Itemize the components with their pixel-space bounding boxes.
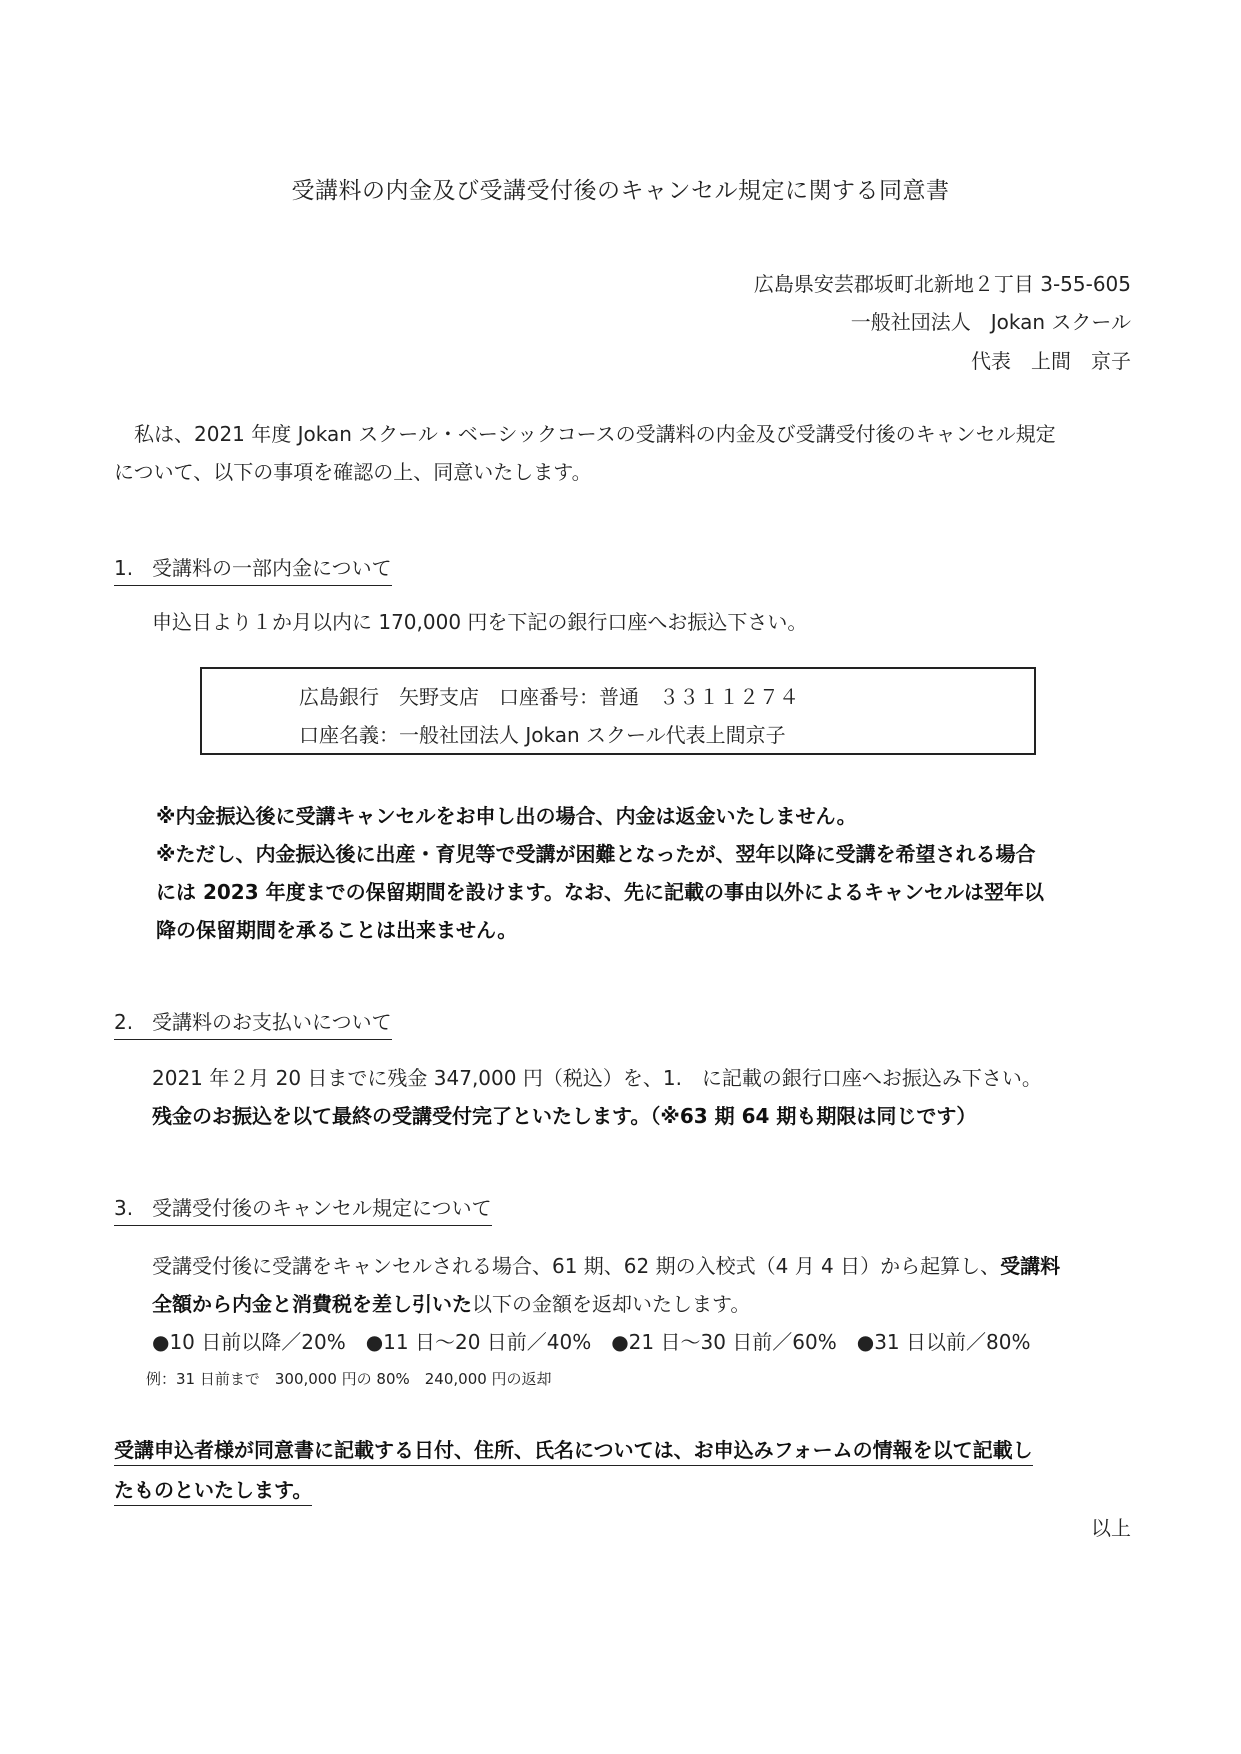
closing-line-1-text: 受講申込者様が同意書に記載する日付、住所、氏名については、お申込みフォームの情報を以て記載し [114, 1438, 1033, 1466]
section-3-title: 受講受付後のキャンセル規定について [152, 1196, 492, 1220]
section-3-number: 3. [114, 1196, 134, 1220]
closing-end-mark: 以上 [1091, 1516, 1131, 1540]
section-3-line-1-normal: 受講受付後に受講をキャンセルされる場合、61 期、62 期の入校式（4 月 4 日）から起算し、 [152, 1254, 1001, 1278]
section-3-line-1 [152, 1250, 1060, 1279]
closing-line-2-text: たものといたします。 [114, 1478, 312, 1506]
intro-line-2: について、以下の事項を確認の上、同意いたします。 [114, 460, 592, 484]
section-2-number: 2. [114, 1010, 134, 1034]
section-1-number: 1. [114, 556, 134, 580]
section-2-text: 2021 年２月 20 日までに残金 347,000 円（税込）を、1. に記載の銀行口座へお振込み下さい。 [152, 1066, 1042, 1090]
section-3-refund-rates: ●10 日前以降／20% ●11 日～20 日前／40% ●21 日～30 日前／60% ●31 日以前／80% [152, 1330, 1031, 1354]
section-3-line-2-bold: 全額から内金と消費税を差し引いた [152, 1292, 472, 1316]
bank-line-2: 口座名義：一般社団法人 Jokan スクール代表上間京子 [299, 723, 786, 747]
section-1-note-1: ※内金振込後に受講キャンセルをお申し出の場合、内金は返金いたしません。 [156, 804, 857, 828]
section-3-line-2-normal: 以下の金額を返却いたします。 [472, 1292, 751, 1316]
section-3-line-2 [152, 1288, 750, 1317]
closing-line-1 [114, 1434, 1033, 1463]
section-2-title: 受講料のお支払いについて [152, 1010, 392, 1034]
section-1-title: 受講料の一部内金について [152, 556, 392, 580]
issuer-organization: 一般社団法人 Jokan スクール [850, 310, 1131, 334]
bank-account-box [200, 667, 1036, 755]
section-1-text: 申込日より１か月以内に 170,000 円を下記の銀行口座へお振込下さい。 [152, 610, 808, 634]
issuer-address: 広島県安芸郡坂町北新地２丁目 3-55-605 [753, 272, 1131, 296]
section-2-heading [114, 1006, 392, 1040]
intro-line-1: 私は、2021 年度 Jokan スクール・ベーシックコースの受講料の内金及び受講受付後のキャンセル規定 [114, 422, 1056, 446]
document-title: 受講料の内金及び受講受付後のキャンセル規定に関する同意書 [291, 178, 950, 204]
section-1-heading [114, 552, 392, 586]
section-1-note-4: 降の保留期間を承ることは出来ません。 [156, 918, 518, 942]
section-3-line-1-bold: 受講料 [1000, 1254, 1061, 1278]
bank-line-1: 広島銀行 矢野支店 口座番号：普通 ３３１１２７４ [299, 685, 799, 709]
section-2-note: 残金のお振込を以て最終の受講受付完了といたします。（※63 期 64 期も期限は同じです） [152, 1104, 977, 1128]
section-1-note-3: には 2023 年度までの保留期間を設けます。なお、先に記載の事由以外によるキャンセルは翌年以 [156, 880, 1044, 904]
section-3-example: 例：31 日前まで 300,000 円の 80% 240,000 円の返却 [146, 1370, 552, 1388]
section-3-heading [114, 1192, 492, 1226]
issuer-representative: 代表 上間 京子 [971, 349, 1131, 373]
section-1-note-2: ※ただし、内金振込後に出産・育児等で受講が困難となったが、翌年以降に受講を希望される場合 [156, 842, 1036, 866]
closing-line-2 [114, 1474, 312, 1503]
